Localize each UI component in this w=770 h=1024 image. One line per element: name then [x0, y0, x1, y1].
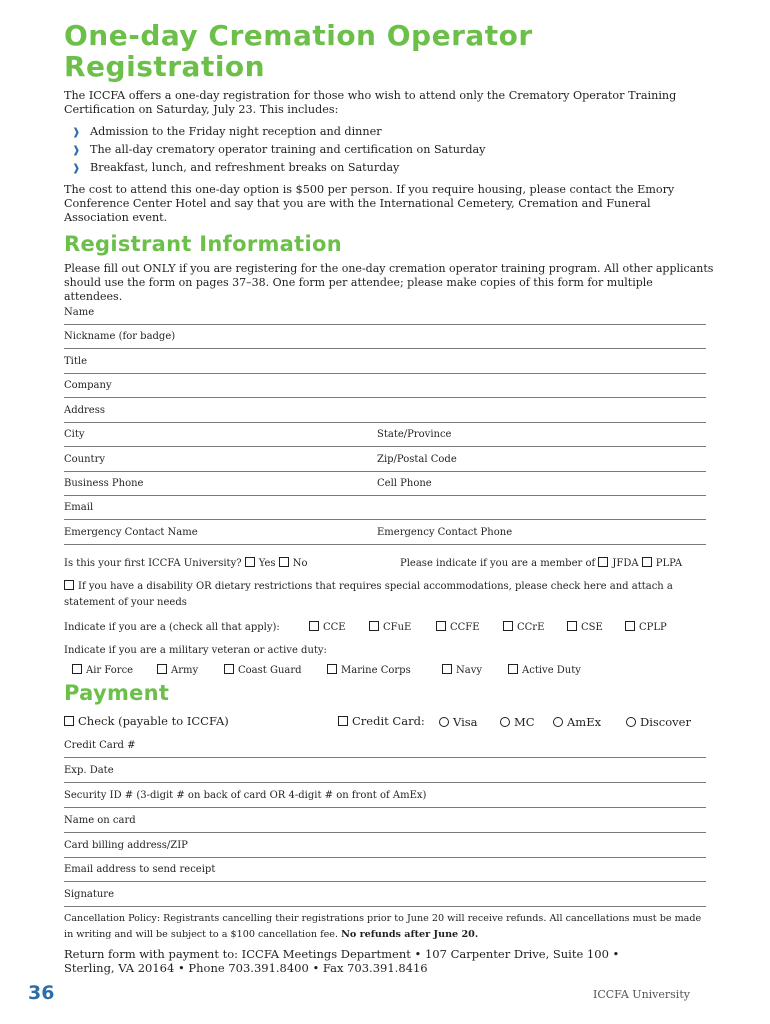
- checkbox-icon: [309, 621, 319, 631]
- email-field[interactable]: Email: [64, 495, 706, 520]
- mc-radio[interactable]: MC: [500, 715, 535, 729]
- checkbox-icon: [442, 664, 452, 674]
- security-id-field[interactable]: Security ID # (3-digit # on back of card OR 4-digit # on front of AmEx): [64, 783, 706, 808]
- checkbox-icon: [157, 664, 167, 674]
- intro-text: The ICCFA offers a one-day registration for those who wish to attend only the Crematory Operator Training Certification on Saturday, July 23. This includes:: [64, 89, 677, 116]
- discover-radio[interactable]: Discover: [626, 715, 691, 729]
- cplp-checkbox[interactable]: CPLP: [625, 621, 667, 633]
- military-question: Indicate if you are a military veteran or active duty:: [64, 645, 327, 656]
- title-field[interactable]: Title: [64, 349, 706, 374]
- nickname-field[interactable]: Nickname (for badge): [64, 324, 706, 349]
- name-on-card-field[interactable]: Name on card: [64, 808, 706, 833]
- city-state-field[interactable]: City State/Province: [64, 422, 706, 447]
- check-checkbox[interactable]: Check (payable to ICCFA): [64, 714, 229, 728]
- active-duty-checkbox[interactable]: Active Duty: [508, 664, 581, 676]
- checkbox-icon: [436, 621, 446, 631]
- checkbox-icon: [279, 557, 289, 567]
- navy-checkbox[interactable]: Navy: [442, 664, 482, 676]
- radio-icon: [439, 717, 449, 727]
- marine-corps-checkbox[interactable]: Marine Corps: [327, 664, 411, 676]
- cfue-checkbox[interactable]: CFuE: [369, 621, 411, 633]
- ccfe-checkbox[interactable]: CCFE: [436, 621, 480, 633]
- receipt-email-field[interactable]: Email address to send receipt: [64, 857, 706, 882]
- bullet-item: ❱ Admission to the Friday night reception and dinner: [72, 125, 382, 138]
- checkbox-icon: [625, 621, 635, 631]
- bullet-item: ❱ The all-day crematory operator training and certification on Saturday: [72, 143, 486, 156]
- credit-card-checkbox[interactable]: Credit Card:: [338, 714, 425, 728]
- page-title: One-day Cremation Operator Registration: [64, 19, 533, 83]
- signature-field[interactable]: Signature: [64, 882, 706, 907]
- cancellation-policy: Cancellation Policy: Registrants cancelling their registrations prior to June 20 will receive refunds. All cancellations must be made in writing and will be subject to a $100 cancellation fee. No refunds after June 20.: [64, 913, 702, 940]
- checkbox-icon: [503, 621, 513, 631]
- checkbox-icon: [224, 664, 234, 674]
- jfda-checkbox[interactable]: JFDA: [598, 558, 638, 569]
- chevron-right-icon: ❱: [72, 145, 81, 156]
- amex-radio[interactable]: AmEx: [553, 715, 601, 729]
- emergency-contact-field[interactable]: Emergency Contact Name Emergency Contact Phone: [64, 520, 706, 545]
- coast-guard-checkbox[interactable]: Coast Guard: [224, 664, 302, 676]
- checkbox-icon: [338, 716, 348, 726]
- checkbox-icon: [369, 621, 379, 631]
- registrant-instructions: Please fill out ONLY if you are registering for the one-day cremation operator training program. All other applicants should use the form on pages 37–38. One form per attendee; please make copies of this form for multiple attendees.: [64, 262, 714, 303]
- certs-question: Indicate if you are a (check all that apply):: [64, 622, 280, 633]
- radio-icon: [626, 717, 636, 727]
- company-field[interactable]: Company: [64, 373, 706, 398]
- checkbox-icon: [327, 664, 337, 674]
- checkbox-icon: [508, 664, 518, 674]
- card-number-field[interactable]: Credit Card #: [64, 733, 706, 758]
- checkbox-icon: [598, 557, 608, 567]
- exp-date-field[interactable]: Exp. Date: [64, 758, 706, 783]
- cost-text: The cost to attend this one-day option is $500 per person. If you require housing, please contact the Emory Conference Center Hotel and say that you are with the International Cemetery, Cremation and Funeral Association event.: [64, 183, 675, 224]
- cse-checkbox[interactable]: CSE: [567, 621, 603, 633]
- checkbox-icon: [64, 716, 74, 726]
- registrant-heading: Registrant Information: [64, 232, 342, 256]
- army-checkbox[interactable]: Army: [157, 664, 198, 676]
- name-field[interactable]: Name: [64, 300, 706, 325]
- visa-radio[interactable]: Visa: [439, 715, 478, 729]
- country-zip-field[interactable]: Country Zip/Postal Code: [64, 447, 706, 472]
- bullet-item: ❱ Breakfast, lunch, and refreshment breaks on Saturday: [72, 161, 400, 174]
- cce-checkbox[interactable]: CCE: [309, 621, 346, 633]
- checkbox-icon: [642, 557, 652, 567]
- phone-field[interactable]: Business Phone Cell Phone: [64, 471, 706, 496]
- footer-label: ICCFA University: [593, 988, 690, 1001]
- chevron-right-icon: ❱: [72, 127, 81, 138]
- first-iccfa-row: Is this your first ICCFA University? Yes No: [64, 558, 308, 569]
- disability-checkbox[interactable]: If you have a disability OR dietary restrictions that requires special accommodations, please check here and attach a statement of your needs: [64, 581, 673, 608]
- radio-icon: [553, 717, 563, 727]
- billing-address-field[interactable]: Card billing address/ZIP: [64, 833, 706, 858]
- page-number: 36: [28, 982, 55, 1004]
- checkbox-icon: [567, 621, 577, 631]
- address-field[interactable]: Address: [64, 398, 706, 423]
- radio-icon: [500, 717, 510, 727]
- return-address: Return form with payment to: ICCFA Meetings Department • 107 Carpenter Drive, Suite 100 • Sterling, VA 20164 • Phone 703.391.8400 • Fax 703.391.8416: [64, 947, 620, 975]
- member-row: Please indicate if you are a member of JFDA PLPA: [400, 558, 683, 569]
- plpa-checkbox[interactable]: PLPA: [642, 558, 682, 569]
- checkbox-icon: [72, 664, 82, 674]
- payment-heading: Payment: [64, 681, 170, 705]
- air-force-checkbox[interactable]: Air Force: [72, 664, 133, 676]
- yes-checkbox[interactable]: Yes: [245, 558, 276, 569]
- no-checkbox[interactable]: No: [279, 558, 308, 569]
- chevron-right-icon: ❱: [72, 163, 81, 174]
- checkbox-icon: [245, 557, 255, 567]
- ccre-checkbox[interactable]: CCrE: [503, 621, 544, 633]
- checkbox-icon: [64, 580, 74, 590]
